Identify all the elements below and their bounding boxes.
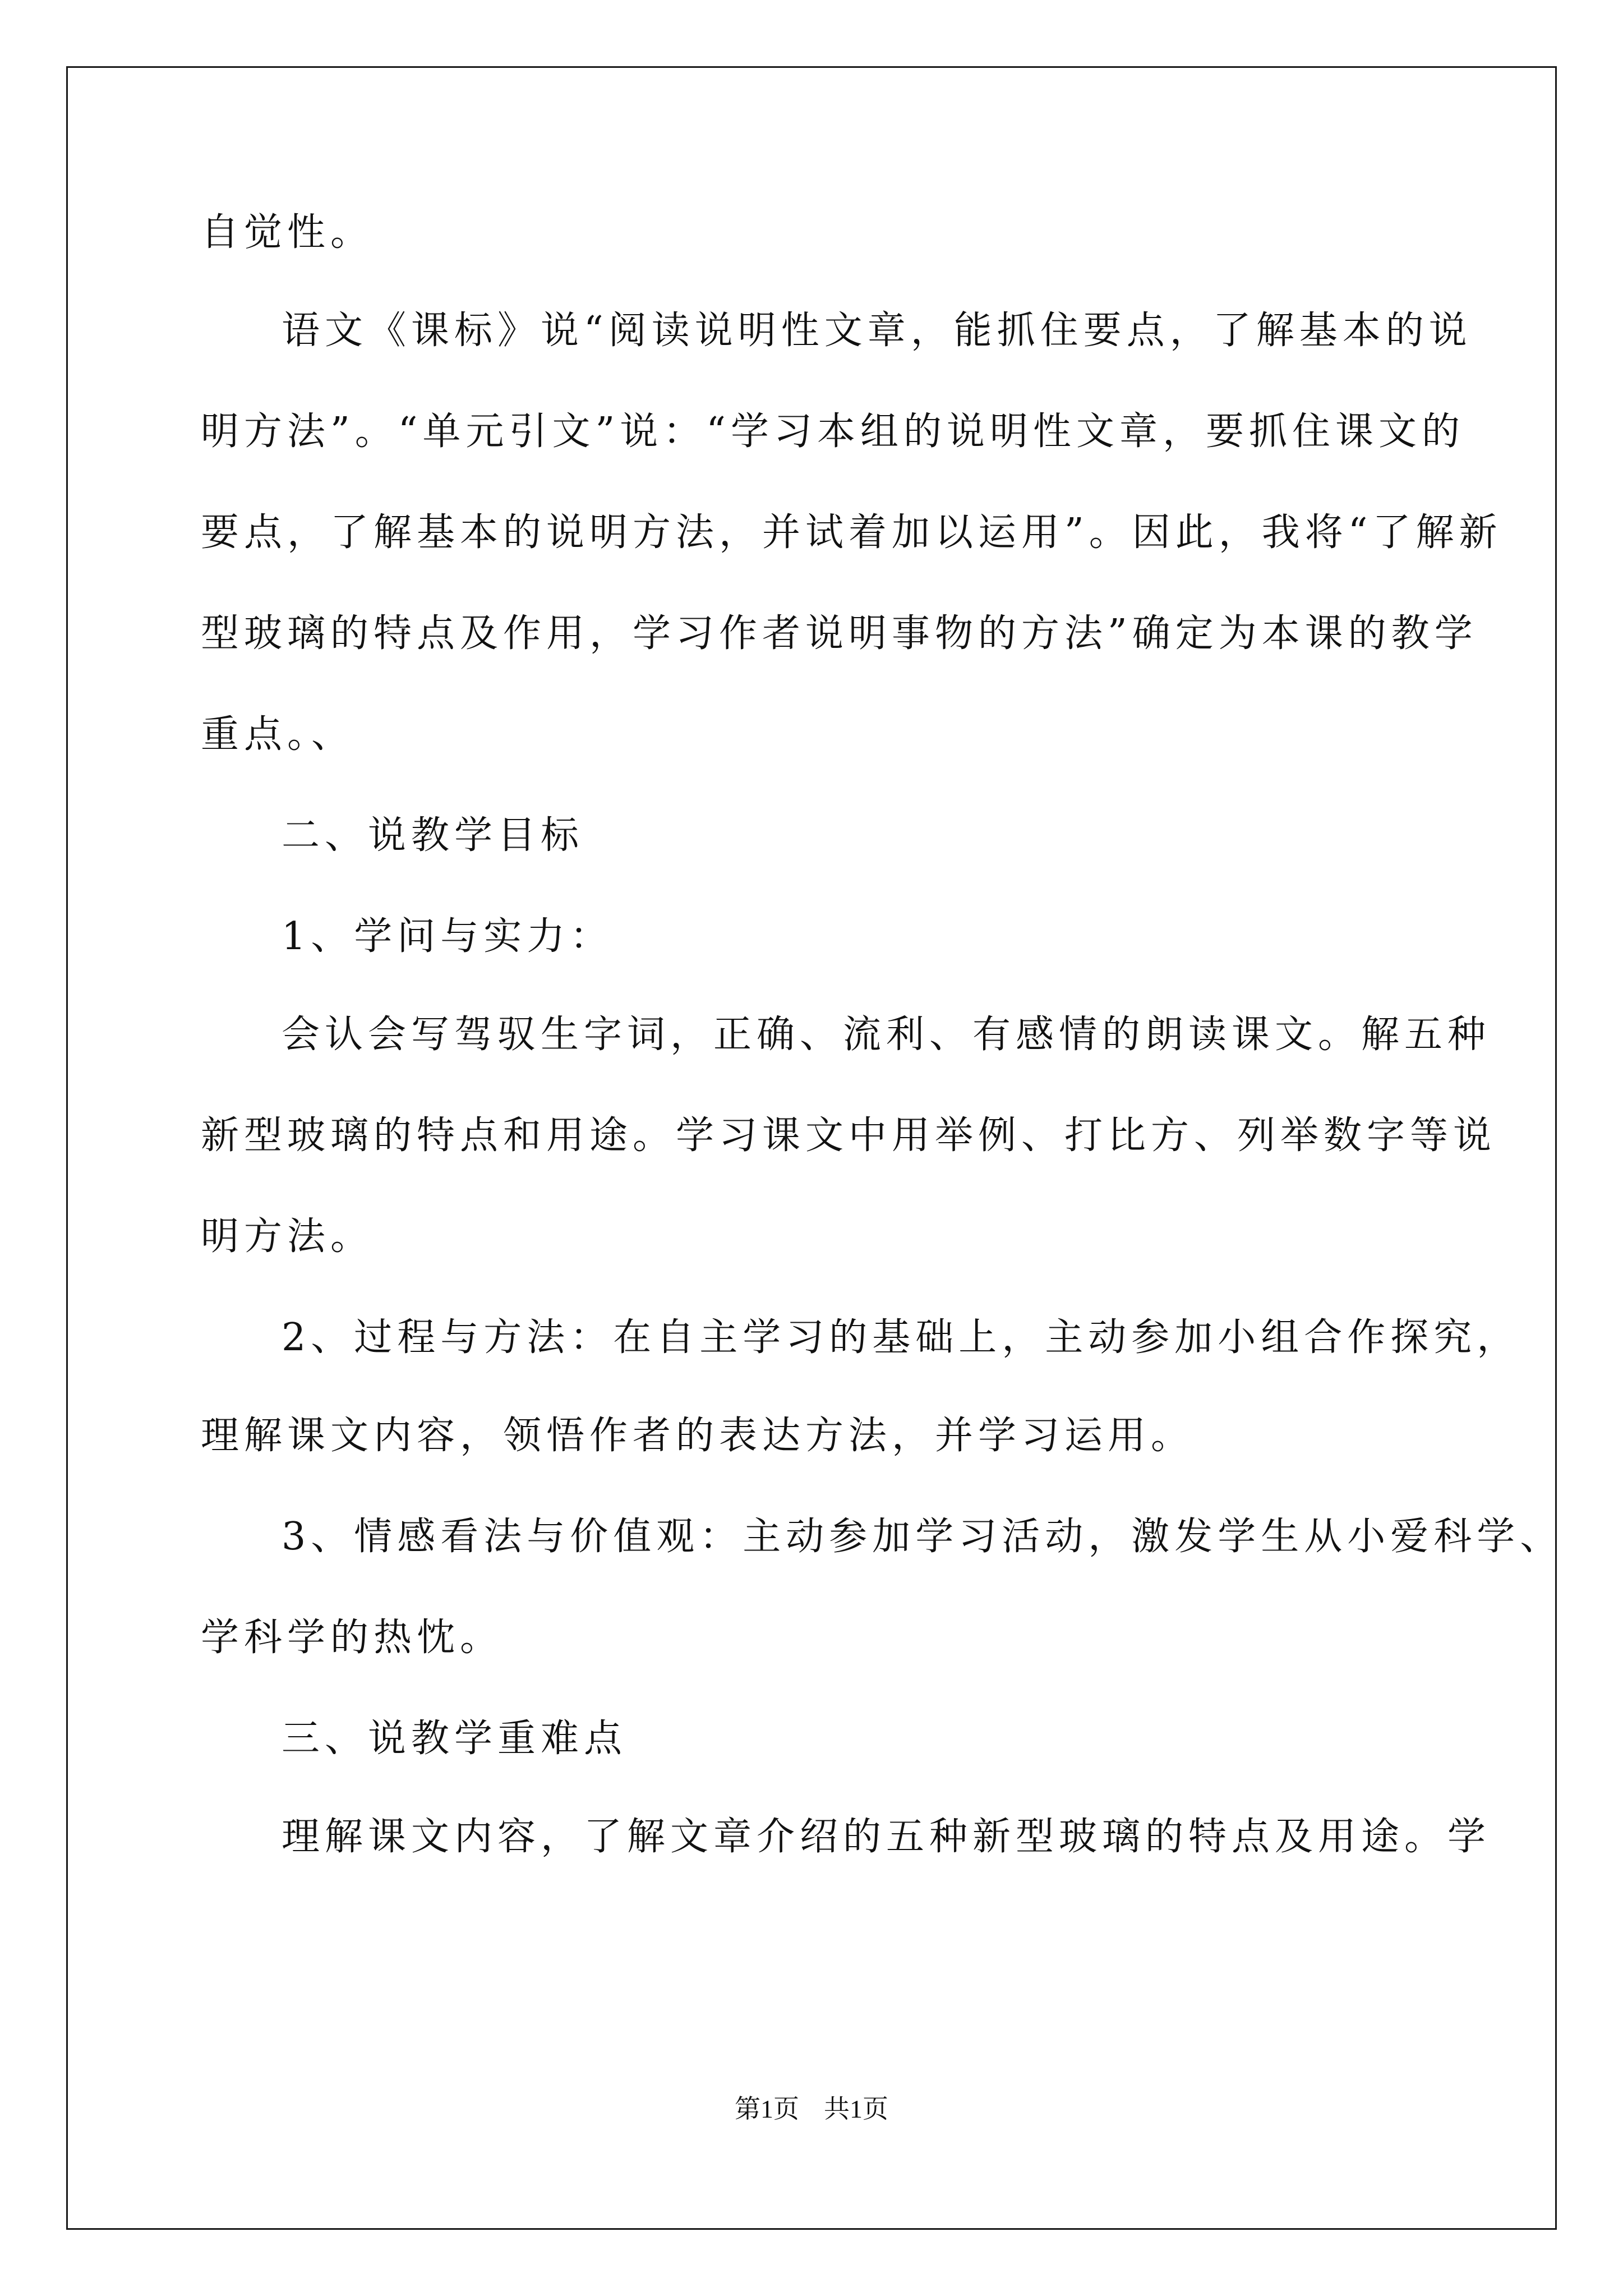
paragraph-line: 2、过程与方法：在自主学习的基础上，主动参加小组合作探究， [282, 1315, 1520, 1360]
paragraph-line: 理解课文内容，了解文章介绍的五种新型玻璃的特点及用途。学 [282, 1815, 1491, 1859]
section-heading: 二、说教学目标 [282, 813, 584, 858]
page-footer [0, 2092, 1623, 2126]
subsection-heading: 1、学问与实力： [282, 914, 614, 959]
paragraph-line: 新型玻璃的特点和用途。学习课文中用举例、打比方、列举数字等说 [201, 1114, 1497, 1158]
paragraph-line: 学科学的热忱。 [201, 1616, 504, 1660]
paragraph-line: 明方法”。“单元引文”说：“学习本组的说明性文章，要抓住课文的 [201, 409, 1465, 454]
paragraph-line: 要点，了解基本的说明方法，并试着加以运用”。因此，我将“了解新 [201, 510, 1502, 555]
paragraph-line: 理解课文内容，领悟作者的表达方法，并学习运用。 [201, 1414, 1195, 1458]
paragraph-line: 重点。、 [201, 712, 355, 757]
page-number: 第1页 [735, 2095, 799, 2123]
paragraph-line: 会认会写驾驭生字词，正确、流利、有感情的朗读课文。解五种 [282, 1013, 1491, 1057]
paragraph-line: 3、情感看法与价值观：主动参加学习活动，激发学生从小爱科学、 [282, 1515, 1564, 1559]
page-total: 共1页 [824, 2095, 888, 2123]
paragraph-line: 自觉性。 [201, 210, 374, 255]
paragraph-line: 明方法。 [201, 1214, 374, 1259]
paragraph-line: 型玻璃的特点及作用，学习作者说明事物的方法”确定为本课的教学 [201, 611, 1478, 656]
section-heading: 三、说教学重难点 [282, 1717, 628, 1761]
paragraph-line: 语文《课标》说“阅读说明性文章，能抓住要点，了解基本的说 [282, 309, 1472, 353]
